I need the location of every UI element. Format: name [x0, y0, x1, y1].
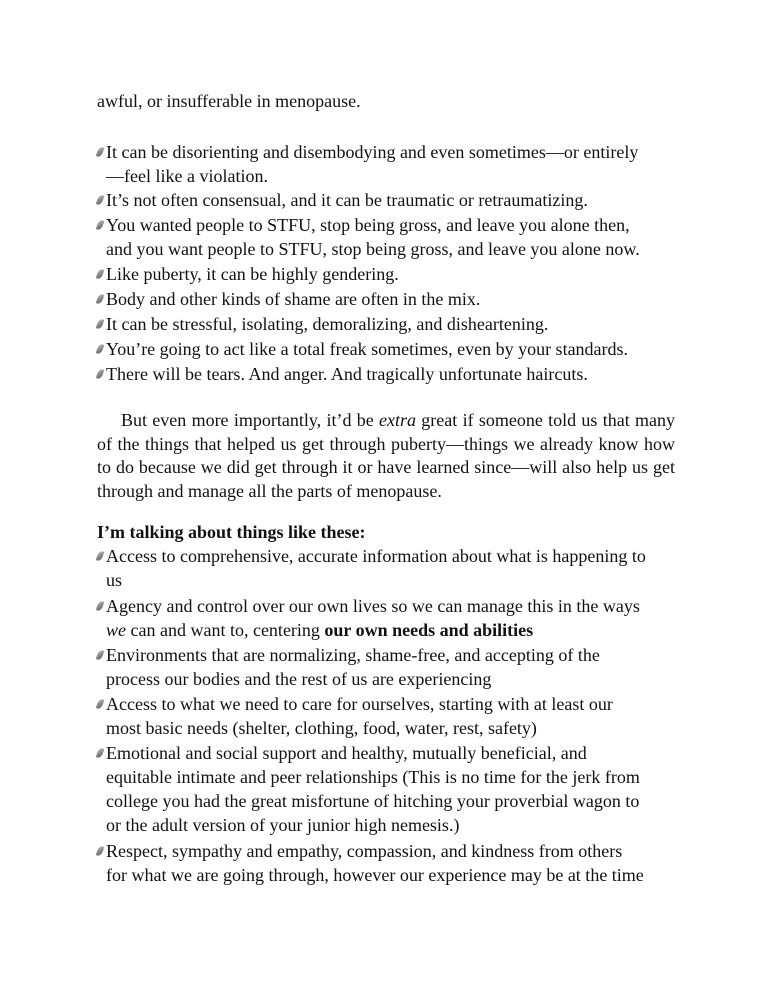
leaf-bullet-icon: [96, 698, 104, 709]
leaf-bullet-icon: [96, 219, 104, 230]
list-item: Emotional and social support and healthy, mutually beneficial, and equitable intimate and peer relationships (This is no time for the jerk from college you had the great misfortune of hitching your proverbial wagon to or the adult version of your junior high nemesis.): [106, 741, 706, 837]
leaf-bullet-icon: [96, 268, 104, 279]
list-item: Access to comprehensive, accurate information about what is happening to us: [106, 544, 706, 592]
list-item: Environments that are normalizing, shame-free, and accepting of the process our bodies and the rest of us are experiencing: [106, 643, 706, 691]
leaf-bullet-icon: [96, 293, 104, 304]
leaf-bullet-icon: [96, 343, 104, 354]
leaf-bullet-icon: [96, 600, 104, 611]
list-item: You’re going to act like a total freak sometimes, even by your standards.: [106, 337, 706, 361]
emphasis-text: extra: [379, 410, 417, 430]
leaf-bullet-icon: [96, 368, 104, 379]
leaf-bullet-icon: [96, 194, 104, 205]
body-paragraph: But even more importantly, it’d be extra great if someone told us that many of the things that helped us get through puberty—things we already know how to do because we did get through it or have learned since—will also help us get through and manage all the parts of menopause.: [97, 410, 675, 501]
list-item: You wanted people to STFU, stop being gross, and leave you alone then, and you want people to STFU, stop being gross, and leave you alone now.: [106, 213, 706, 261]
list-item: Body and other kinds of shame are often in the mix.: [106, 287, 706, 311]
leaf-bullet-icon: [96, 550, 104, 561]
list-item: Respect, sympathy and empathy, compassion, and kindness from others for what we are going through, however our experience may be at the time: [106, 839, 706, 887]
list-item: It can be stressful, isolating, demoralizing, and disheartening.: [106, 312, 706, 336]
leaf-bullet-icon: [96, 845, 104, 856]
list-item: It’s not often consensual, and it can be traumatic or retraumatizing.: [106, 188, 706, 212]
leaf-bullet-icon: [96, 747, 104, 758]
intro-line: awful, or insufferable in menopause.: [97, 91, 361, 111]
leaf-bullet-icon: [96, 318, 104, 329]
section-heading: I’m talking about things like these:: [97, 522, 366, 542]
list-item: Access to what we need to care for ourselves, starting with at least our most basic needs (shelter, clothing, food, water, rest, safety): [106, 692, 706, 740]
list-item: It can be disorienting and disembodying and even sometimes—or entirely —feel like a violation.: [106, 140, 706, 188]
leaf-bullet-icon: [96, 146, 104, 157]
leaf-bullet-icon: [96, 649, 104, 660]
list-item: Agency and control over our own lives so we can manage this in the ways we can and want to, centering our own needs and abilities: [106, 594, 706, 642]
list-item: Like puberty, it can be highly gendering.: [106, 262, 706, 286]
list-item: There will be tears. And anger. And tragically unfortunate haircuts.: [106, 362, 706, 386]
